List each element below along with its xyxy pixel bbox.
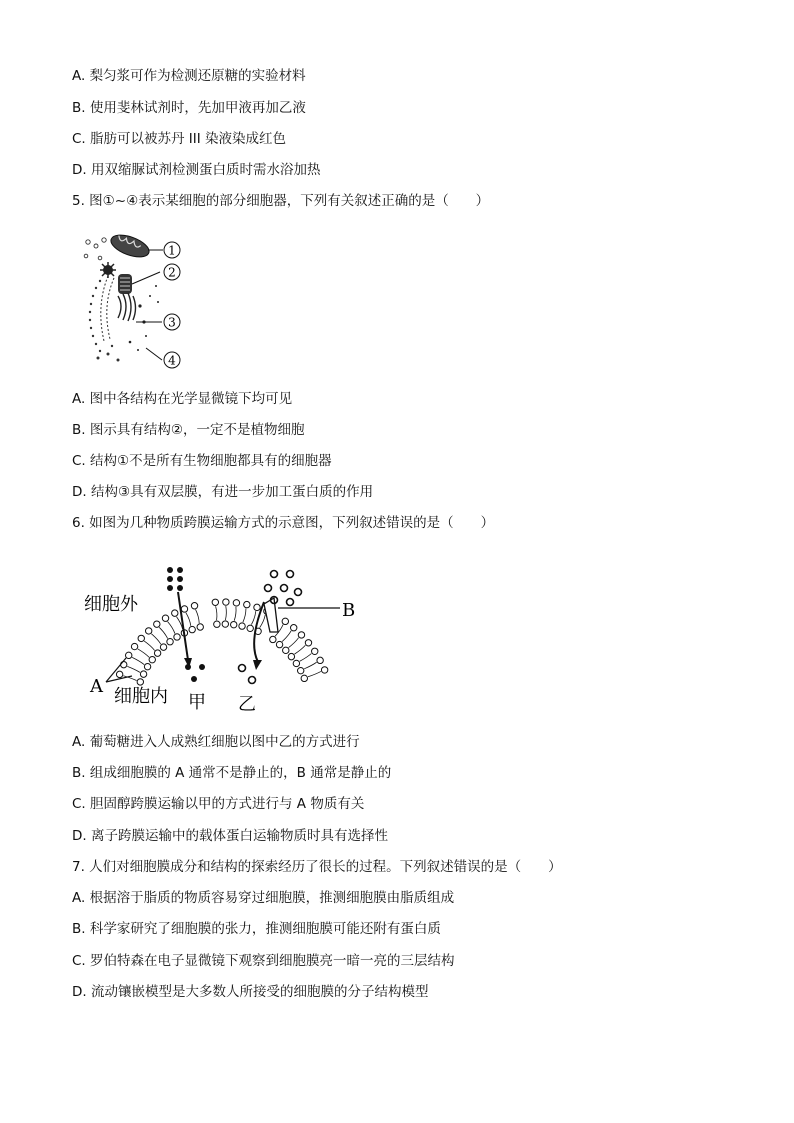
lipid-head bbox=[244, 601, 250, 607]
q6-option-a: A. 葡萄糖进入人成熟红细胞以图中乙的方式进行 bbox=[72, 734, 360, 750]
lipid-head bbox=[247, 625, 253, 631]
lipid-tail bbox=[138, 649, 149, 657]
lipid-head bbox=[254, 604, 260, 610]
question-7-stem: 7. 人们对细胞膜成分和结构的探索经历了很长的过程。下列叙述错误的是（ ） bbox=[72, 859, 562, 875]
q7-option-d: D. 流动镶嵌模型是大多数人所接受的细胞膜的分子结构模型 bbox=[72, 984, 429, 1000]
lipid-head bbox=[121, 661, 127, 667]
lipid-head bbox=[212, 599, 218, 605]
label-jia: 甲 bbox=[188, 692, 206, 713]
membrane-transport-figure bbox=[78, 562, 368, 720]
q4-option-b: B. 使用斐林试剂时，先加甲液再加乙液 bbox=[72, 100, 306, 116]
q4-option-a: A. 梨匀浆可作为检测还原糖的实验材料 bbox=[72, 68, 306, 84]
label-a: A bbox=[90, 676, 103, 697]
lipid-tail bbox=[151, 634, 160, 644]
label-3: 3 bbox=[168, 315, 176, 330]
lipid-head bbox=[137, 679, 143, 685]
lipid-head bbox=[197, 624, 203, 630]
lipid-head bbox=[298, 632, 304, 638]
lipid-tail bbox=[289, 638, 299, 648]
solute-jia-inside bbox=[185, 664, 205, 682]
lipid-head bbox=[231, 621, 237, 627]
q5-option-a: A. 图中各结构在光学显微镜下均可见 bbox=[72, 391, 293, 407]
lipid-head bbox=[312, 648, 318, 654]
lipid-head bbox=[160, 644, 166, 650]
lipid-tail bbox=[132, 657, 144, 664]
lipid-head bbox=[305, 640, 311, 646]
label-4: 4 bbox=[168, 353, 176, 368]
lipid-tail bbox=[251, 611, 255, 624]
lipid-head bbox=[162, 615, 168, 621]
q6-option-c: C. 胆固醇跨膜运输以甲的方式进行与 A 物质有关 bbox=[72, 796, 365, 812]
lipid-head bbox=[116, 671, 122, 677]
lipid-head bbox=[321, 667, 327, 673]
lipid-head bbox=[297, 667, 303, 673]
lipid-head bbox=[233, 600, 239, 606]
q6-option-d: D. 离子跨膜运输中的载体蛋白运输物质时具有选择性 bbox=[72, 828, 388, 844]
q7-option-c: C. 罗伯特森在电子显微镜下观察到细胞膜亮一暗一亮的三层结构 bbox=[72, 953, 455, 969]
organelle-labels bbox=[164, 242, 180, 368]
lipid-head bbox=[282, 618, 288, 624]
lipid-head bbox=[317, 657, 323, 663]
solute-yi-outside bbox=[265, 571, 302, 606]
mitochondrion-icon bbox=[108, 231, 152, 262]
q6-option-b: B. 组成细胞膜的 A 通常不是静止的，B 通常是静止的 bbox=[72, 765, 392, 781]
lipid-tail bbox=[127, 666, 140, 672]
lipid-head bbox=[239, 623, 245, 629]
lipid-head bbox=[131, 643, 137, 649]
lipid-tail bbox=[159, 627, 167, 638]
lipid-head bbox=[172, 610, 178, 616]
lipid-head bbox=[145, 628, 151, 634]
lipid-head bbox=[138, 635, 144, 641]
organelle-figure bbox=[78, 226, 190, 374]
lipid-head bbox=[291, 625, 297, 631]
q4-option-c: C. 脂肪可以被苏丹 III 染液染成红色 bbox=[72, 131, 287, 147]
label-2: 2 bbox=[168, 265, 176, 280]
phospholipid-bilayer bbox=[116, 599, 327, 685]
lipid-head bbox=[222, 621, 228, 627]
lipid-tail bbox=[260, 615, 266, 628]
lipid-head bbox=[154, 650, 160, 656]
lipid-tail bbox=[196, 610, 200, 624]
q7-option-b: B. 科学家研究了细胞膜的张力，推测细胞膜可能还附有蛋白质 bbox=[72, 921, 441, 937]
q4-option-d: D. 用双缩脲试剂检测蛋白质时需水浴加热 bbox=[72, 162, 321, 178]
lipid-tail bbox=[225, 606, 226, 620]
lipid-head bbox=[154, 621, 160, 627]
lipid-head bbox=[288, 653, 294, 659]
lipid-head bbox=[181, 606, 187, 612]
lipid-tail bbox=[294, 645, 305, 654]
lipid-head bbox=[191, 603, 197, 609]
lipid-head bbox=[174, 634, 180, 640]
lipid-head bbox=[140, 671, 146, 677]
label-b: B bbox=[342, 600, 356, 621]
q5-option-c: C. 结构①不是所有生物细胞都具有的细胞器 bbox=[72, 453, 332, 469]
question-6-stem: 6. 如图为几种物质跨膜运输方式的示意图，下列叙述错误的是（ ） bbox=[72, 515, 495, 531]
lipid-head bbox=[126, 652, 132, 658]
q5-option-d: D. 结构③具有双层膜，有进一步加工蛋白质的作用 bbox=[72, 484, 374, 500]
label-yi: 乙 bbox=[238, 694, 256, 715]
lipid-head bbox=[270, 636, 276, 642]
q5-option-b: B. 图示具有结构②，一定不是植物细胞 bbox=[72, 422, 305, 438]
centriole-icon bbox=[100, 262, 132, 294]
lipid-head bbox=[283, 647, 289, 653]
label-outside: 细胞外 bbox=[84, 594, 138, 615]
lipid-tail bbox=[144, 641, 154, 650]
lipid-tail bbox=[243, 609, 246, 623]
lipid-head bbox=[144, 663, 150, 669]
lipid-tail bbox=[168, 622, 175, 634]
lipid-tail bbox=[186, 613, 191, 626]
question-5-stem: 5. 图①~④表示某细胞的部分细胞器，下列有关叙述正确的是（ ） bbox=[72, 193, 490, 209]
label-inside: 细胞内 bbox=[114, 686, 168, 707]
solute-yi-inside bbox=[239, 665, 256, 684]
lipid-head bbox=[301, 675, 307, 681]
lipid-head bbox=[293, 660, 299, 666]
label-1: 1 bbox=[168, 243, 176, 258]
solute-jia-outside bbox=[167, 567, 183, 591]
lipid-tail bbox=[234, 607, 236, 621]
lipid-head bbox=[167, 639, 173, 645]
q7-option-a: A. 根据溶于脂质的物质容易穿过细胞膜，推测细胞膜由脂质组成 bbox=[72, 890, 455, 906]
golgi-icon bbox=[118, 293, 136, 321]
lipid-tail bbox=[282, 631, 291, 642]
lipid-tail bbox=[216, 606, 217, 620]
lipid-tail bbox=[300, 653, 312, 661]
lipid-head bbox=[149, 656, 155, 662]
lipid-head bbox=[276, 641, 282, 647]
lipid-head bbox=[189, 626, 195, 632]
lipid-head bbox=[223, 599, 229, 605]
lipid-tail bbox=[304, 662, 316, 669]
lipid-head bbox=[214, 621, 220, 627]
lipid-tail bbox=[308, 671, 321, 676]
